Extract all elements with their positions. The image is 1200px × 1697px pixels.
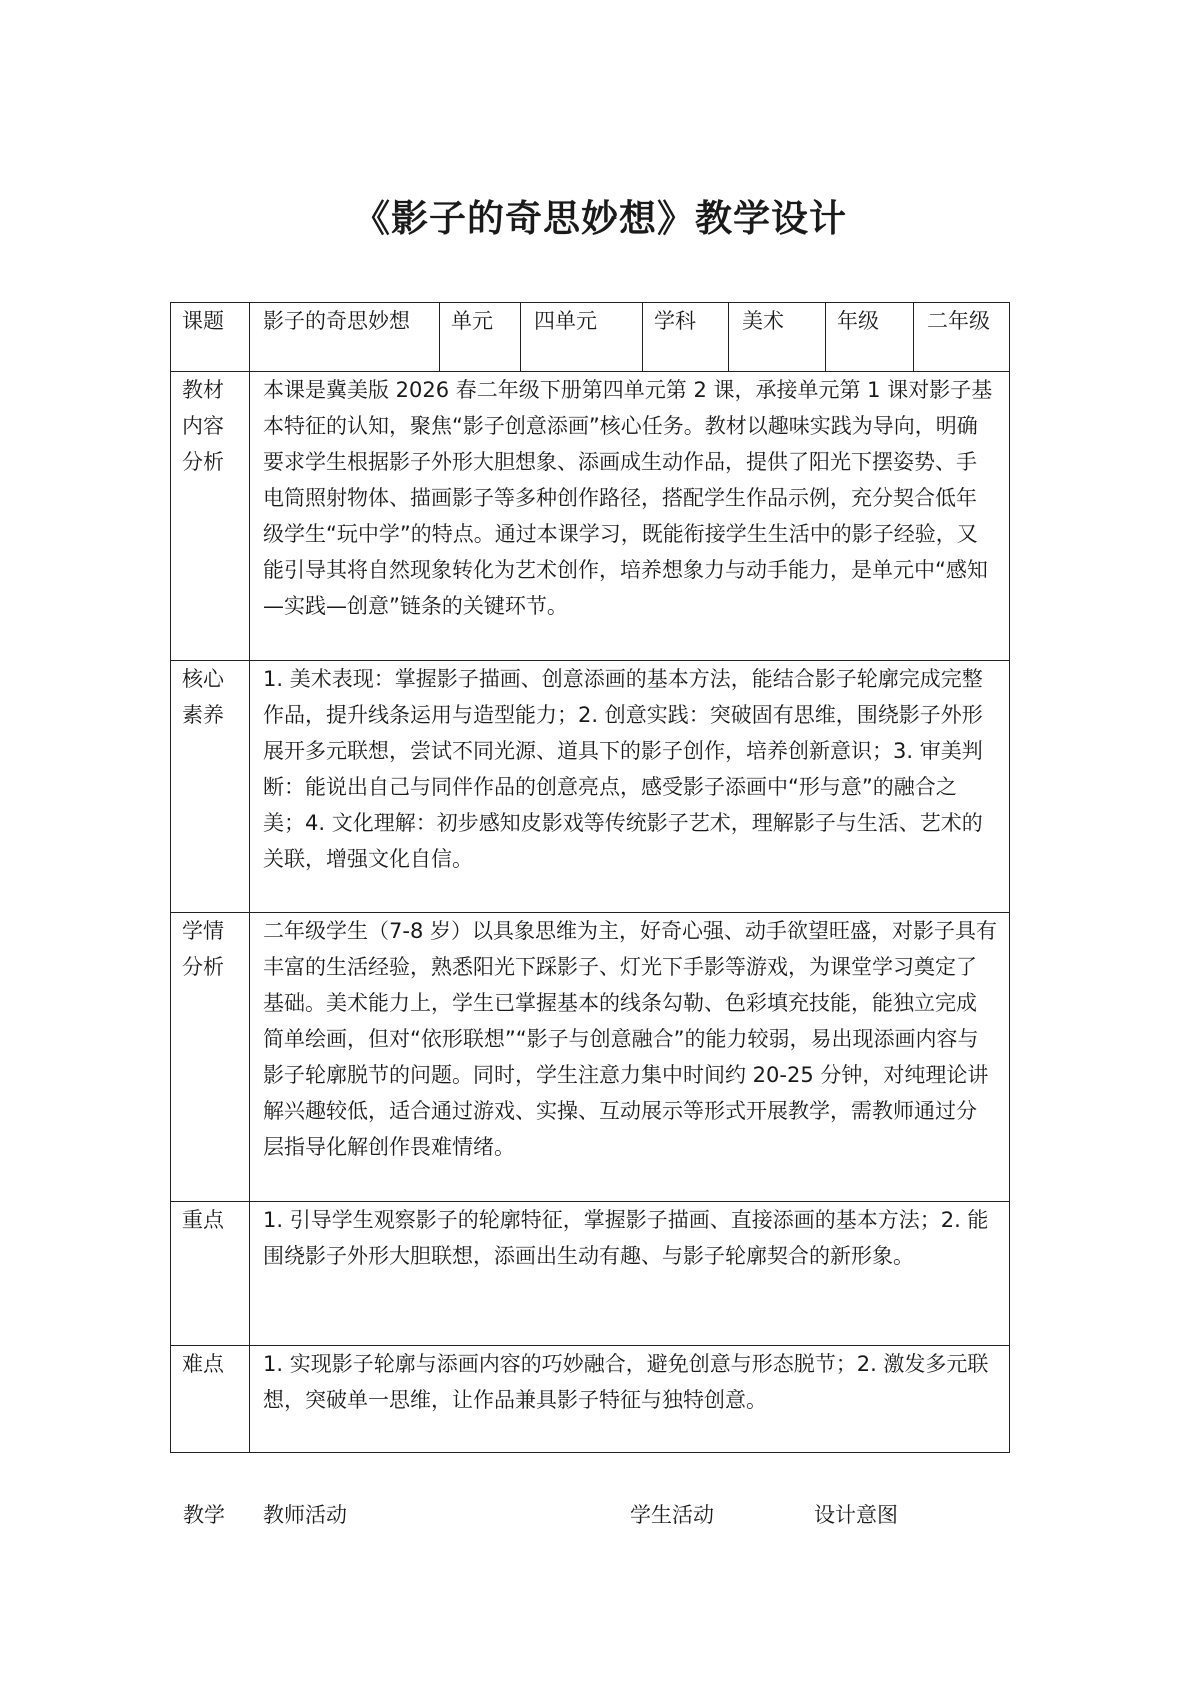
section-label: 难点 [171,1346,250,1453]
section-row-learner-analysis [171,913,1010,1202]
subject-label: 学科 [643,303,729,372]
footer-col-design-intent: 设计意图 [814,1503,898,1527]
footer-col-student-activity: 学生活动 [630,1503,714,1527]
topic-label: 课题 [171,303,250,372]
topic-value: 影子的奇思妙想 [250,303,440,372]
subject-value: 美术 [729,303,826,372]
section-row-material-analysis [171,372,1010,661]
header-row [171,303,1010,372]
section-text: 二年级学生（7-8 岁）以具象思维为主，好奇心强、动手欲望旺盛，对影子具有丰富的生活经验，熟悉阳光下踩影子、灯光下手影等游戏，为课堂学习奠定了基础。美术能力上，学生已掌握基本的线条勾勒、色彩填充技能，能独立完成简单绘画，但对“依形联想”“影子与创意融合”的能力较弱，易出现添画内容与影子轮廓脱节的问题。同时，学生注意力集中时间约 20-25 分钟，对纯理论讲解兴趣较低，适合通过游戏、实操、互动展示等形式开展教学，需教师通过分层指导化解创作畏难情绪。 [250,913,1010,1202]
section-row-core-literacy [171,661,1010,913]
document-title: 《影子的奇思妙想》教学设计 [353,197,847,240]
grade-value: 二年级 [914,303,1010,372]
section-label: 重点 [171,1202,250,1346]
section-text: 1. 实现影子轮廓与添画内容的巧妙融合，避免创意与形态脱节；2. 激发多元联想，突破单一思维，让作品兼具影子特征与独特创意。 [250,1346,1010,1453]
grade-label: 年级 [826,303,914,372]
unit-label: 单元 [440,303,521,372]
section-text: 1. 引导学生观察影子的轮廓特征，掌握影子描画、直接添画的基本方法；2. 能围绕影子外形大胆联想，添画出生动有趣、与影子轮廓契合的新形象。 [250,1202,1010,1346]
lesson-info-table [170,302,1010,1453]
section-text: 本课是冀美版 2026 春二年级下册第四单元第 2 课，承接单元第 1 课对影子基本特征的认知，聚焦“影子创意添画”核心任务。教材以趣味实践为导向，明确要求学生根据影子外形大胆想象、添画成生动作品，提供了阳光下摆姿势、手电筒照射物体、描画影子等多种创作路径，搭配学生作品示例，充分契合低年级学生“玩中学”的特点。通过本课学习，既能衔接学生生活中的影子经验，又能引导其将自然现象转化为艺术创作，培养想象力与动手能力，是单元中“感知—实践—创意”链条的关键环节。 [250,372,1010,661]
section-label: 核心素养 [171,661,250,913]
footer-col-teacher-activity: 教师活动 [263,1503,347,1527]
section-label: 学情分析 [171,913,250,1202]
footer-col-teaching: 教学 [183,1503,225,1527]
section-text: 1. 美术表现：掌握影子描画、创意添画的基本方法，能结合影子轮廓完成完整作品，提升线条运用与造型能力；2. 创意实践：突破固有思维，围绕影子外形展开多元联想，尝试不同光源、道具下的影子创作，培养创新意识；3. 审美判断：能说出自己与同伴作品的创意亮点，感受影子添画中“形与意”的融合之美；4. 文化理解：初步感知皮影戏等传统影子艺术，理解影子与生活、艺术的关联，增强文化自信。 [250,661,1010,913]
section-row-difficulties [171,1346,1010,1453]
section-row-key-points [171,1202,1010,1346]
section-label: 教材内容分析 [171,372,250,661]
unit-value: 四单元 [521,303,643,372]
